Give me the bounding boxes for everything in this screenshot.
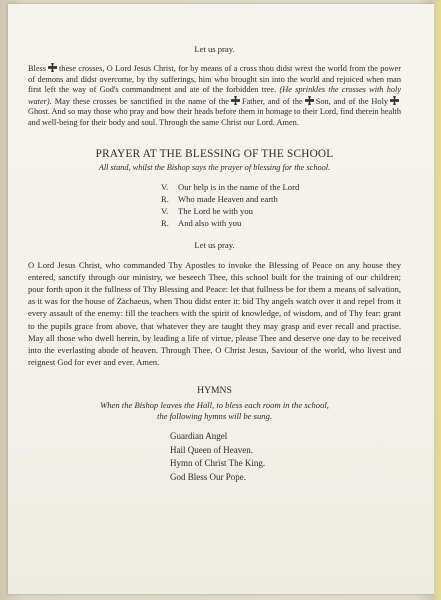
- hymn-item: God Bless Our Pope.: [170, 471, 246, 482]
- cross-pattee-icon: [390, 96, 399, 105]
- versicle-row: [161, 205, 401, 217]
- prayer-text-2: these crosses, O Lord Jesus Christ, for by means of a cross thou didst wrest the world from the power of demons and didst overcome, by thy sufferings, him who brought sin into the world and rejoiced when man first left the way of God's commandment and ate of the forbidden tree.: [28, 64, 401, 95]
- cross-pattee-icon: [305, 96, 314, 105]
- versicle-letter: V.: [161, 181, 169, 192]
- versicle-text: The Lord be with you: [178, 205, 253, 216]
- versicle-letter: R.: [161, 217, 169, 228]
- hymn-item: Hymn of Christ The King.: [170, 458, 266, 469]
- school-blessing-title: PRAYER AT THE BLESSING OF THE SCHOOL: [95, 147, 334, 160]
- first-let-us-pray: Let us pray.: [194, 44, 235, 54]
- versicle-letter: R.: [161, 193, 169, 204]
- versicle-text: Who made Heaven and earth: [178, 193, 278, 204]
- versicle-row: [161, 181, 401, 193]
- hymn-item: Guardian Angel: [170, 431, 228, 442]
- hymn-item: Hail Queen of Heaven.: [170, 444, 253, 455]
- blessing-of-crosses-prayer: [28, 63, 401, 129]
- versicle-letter: V.: [161, 205, 169, 216]
- second-let-us-pray: Let us pray.: [194, 239, 235, 250]
- school-blessing-rubric: All stand, whilst the Bishop says the prayer of blessing for the school.: [98, 162, 331, 172]
- hymns-list: [170, 430, 401, 484]
- prayer-text-3: May these crosses be sanctified in the name of the: [54, 96, 229, 106]
- prayer-text-4: Father, and of the: [241, 96, 303, 106]
- versicle-row: [161, 193, 401, 205]
- prayer-text-5: Son, and of the Holy: [315, 96, 389, 106]
- prayer-text-1: Bless: [28, 64, 46, 73]
- school-blessing-prayer: O Lord Jesus Christ, who commanded Thy Apostles to invoke the Blessing of Peace on any house they entered, sanctify through our ministry, we beseech Thee, this school built for the training of our children; pour forth upon it the fullness of Thy Blessing and Peace: let that fullness be for them a means of salvation, as it was for the house of Zachaeus, when Thou didst enter it: bid Thy angels watch over it and repel from it every assault of the enemy: fill the teachers with the spirit of knowledge, of wisdom, and of Thy fear: grant to the pupils grace from above, that whatever they are taught they may grasp and ever recall and practise. May all those who dwell herein, by leading a life of virtue, please Thee and deserve one day to be received into the everlasting abode of heaven. Through Thee, O Christ Jesus, Saviour of the world, who livest and reignest God for ever and ever. Amen.: [28, 259, 401, 368]
- versicle-text: Our help is in the name of the Lord: [178, 181, 300, 192]
- versicle-row: [161, 217, 401, 229]
- hymns-rubric-line-2: the following hymns will be sung.: [156, 411, 273, 422]
- versicle-text: And also with you: [178, 217, 242, 228]
- hymns-title: HYMNS: [197, 385, 232, 397]
- document-content: [28, 44, 401, 484]
- versicles-list: [28, 181, 401, 229]
- yellow-folder-edge: [434, 0, 441, 600]
- sprinkle-rubric: (He sprinkles the crosses with holy water).: [28, 85, 401, 106]
- hymns-rubric-line-1: When the Bishop leaves the Hall, to bless each room in the school,: [100, 400, 329, 411]
- cross-pattee-icon: [231, 96, 240, 105]
- cross-pattee-icon: [48, 63, 57, 72]
- prayer-text-6: Ghost. And so may those who pray and bow their heads before them in homage to their Lord, find therein health and well-being for their body and soul. Through the same Christ our Lord. Amen.: [28, 107, 401, 127]
